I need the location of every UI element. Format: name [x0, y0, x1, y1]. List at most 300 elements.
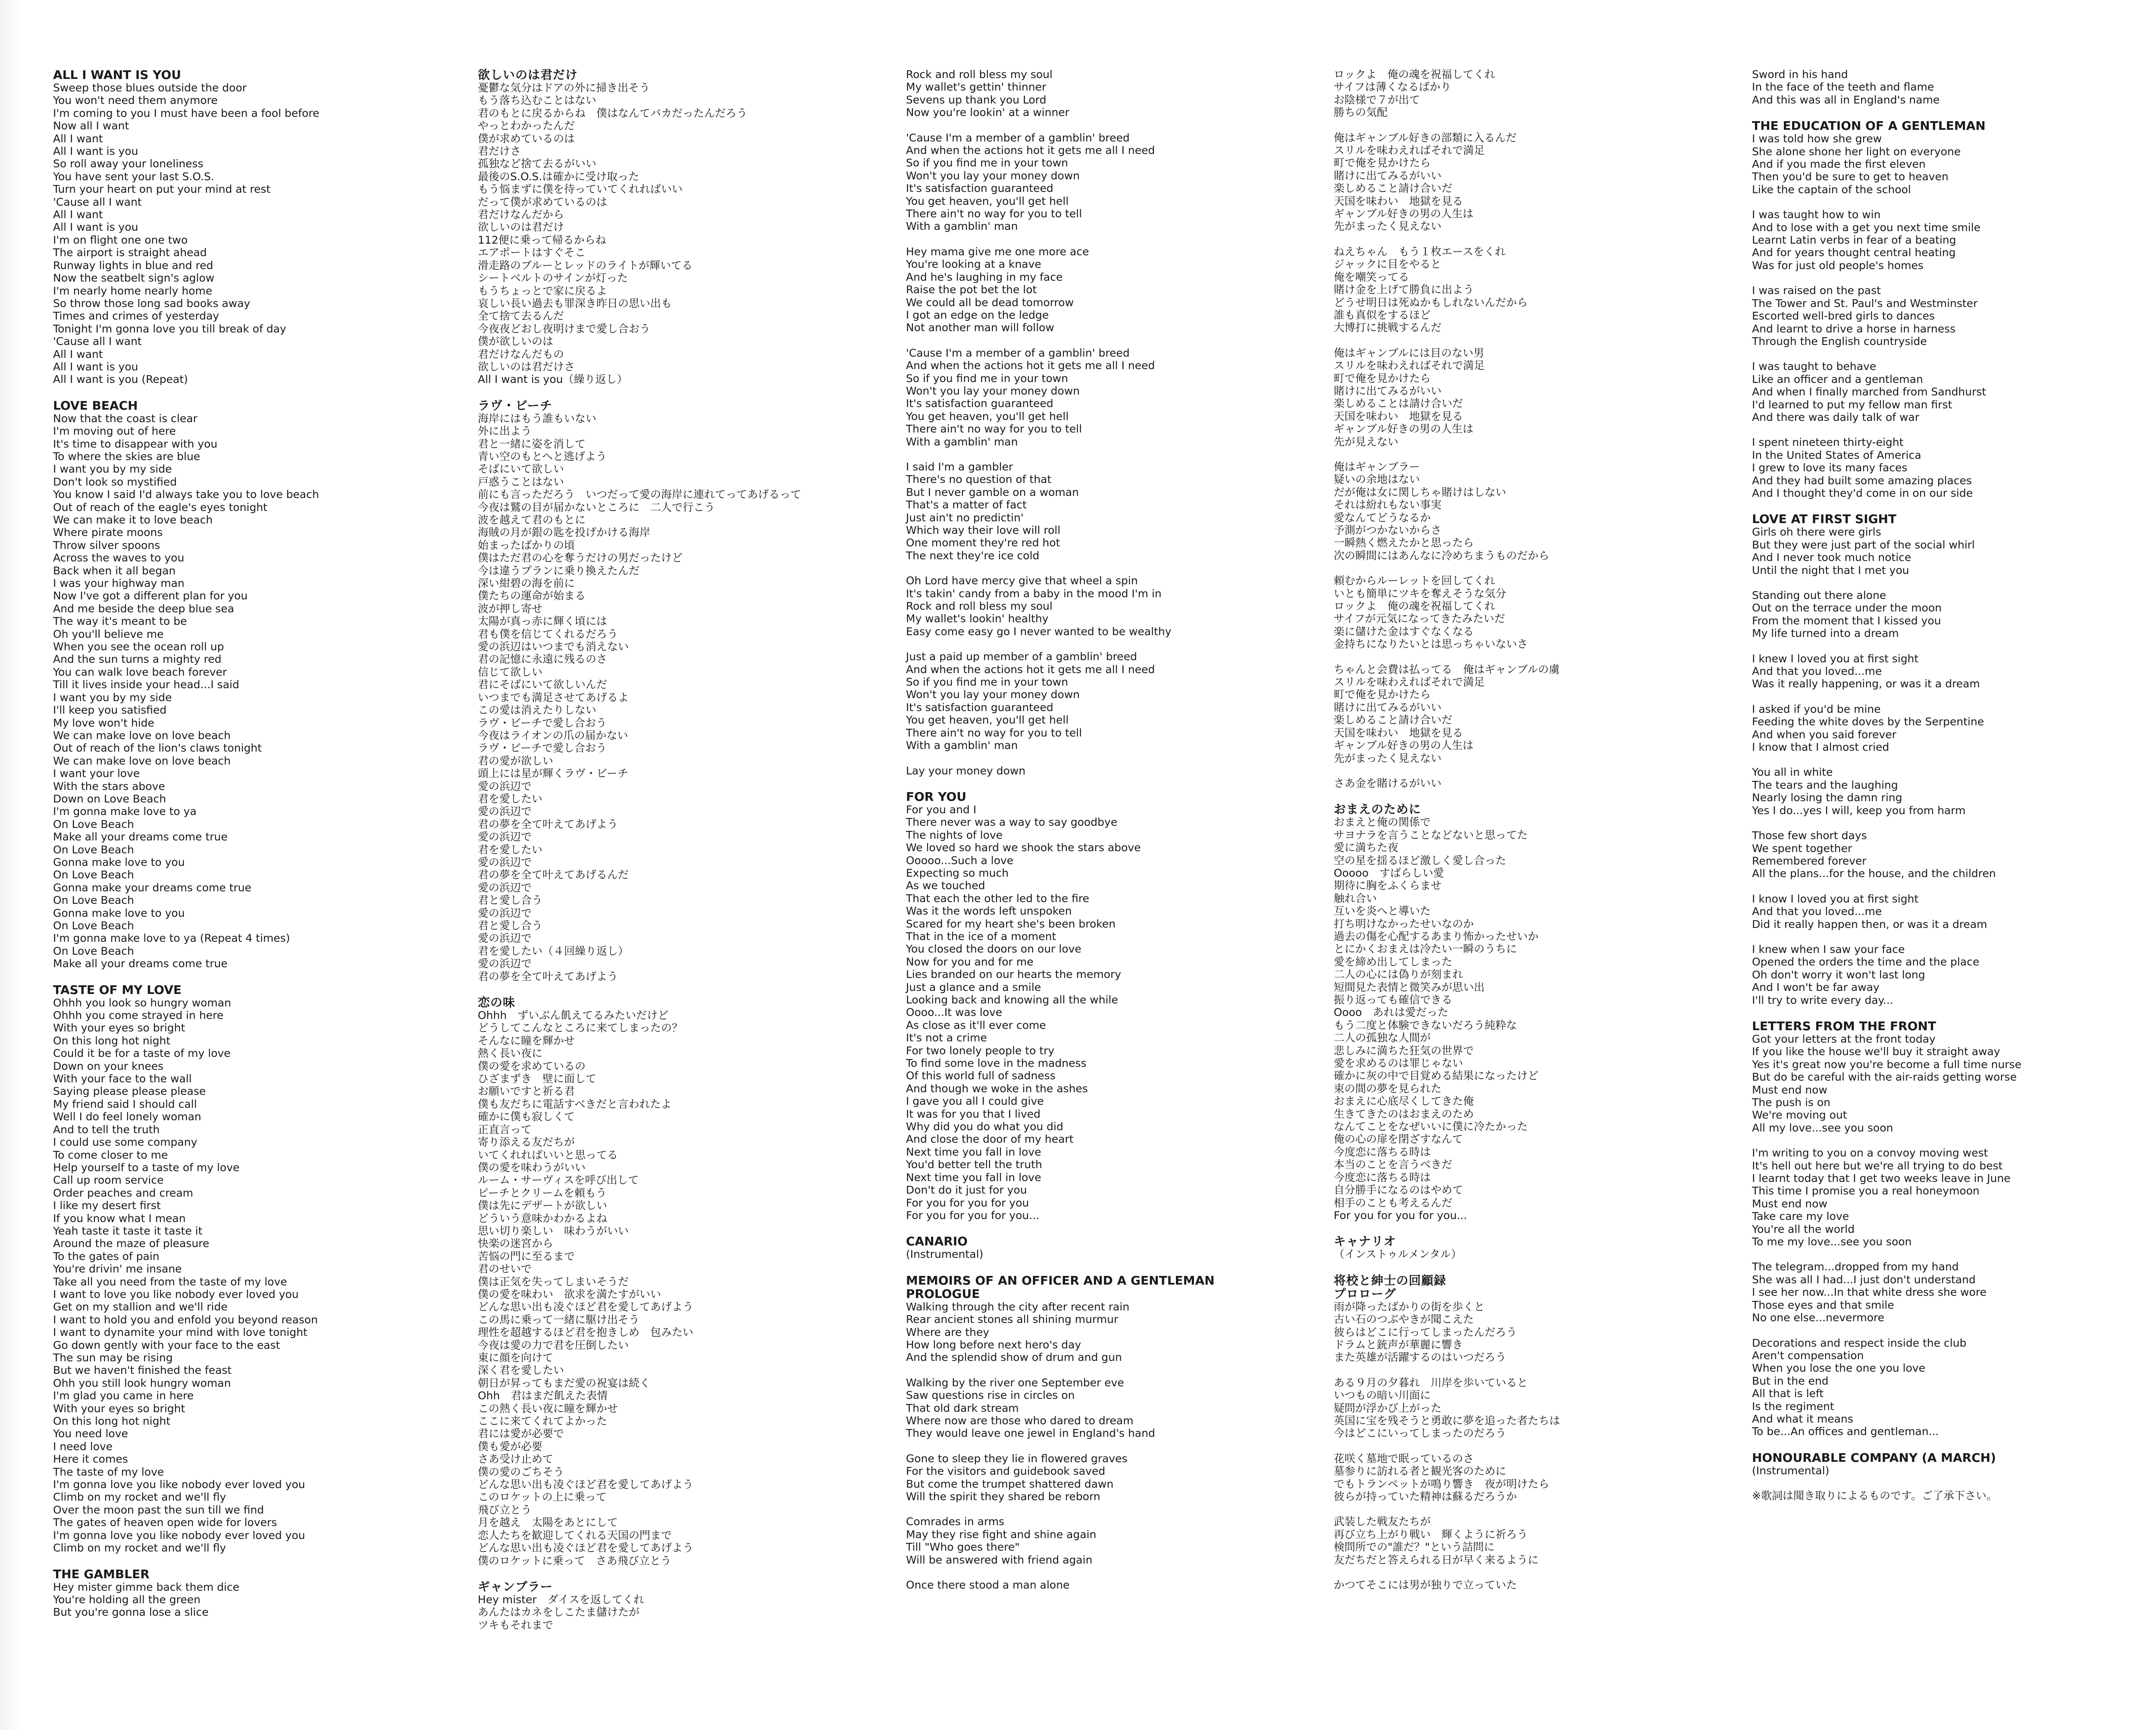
lyric-line: I could use some company	[53, 1136, 197, 1149]
lyric-line: I asked if you'd be mine	[1752, 702, 1881, 715]
lyric-line: Sevens up thank you Lord	[906, 93, 1047, 106]
lyric-line: I want to hold you and enfold you beyond reason	[53, 1313, 318, 1326]
lyric-line: On this long hot night	[53, 1415, 171, 1428]
lyric-line: I know that I almost cried	[1752, 741, 1890, 754]
lyric-line: Just ain't no predictin'	[906, 511, 1024, 524]
lyric-line: ピーチとクリームを頼もう	[478, 1186, 607, 1199]
song-title: LOVE BEACH	[53, 398, 138, 413]
lyric-line: And when the actions hot it gets me all I need	[906, 359, 1155, 372]
lyric-line: Was it really happening, or was it a dream	[1752, 677, 1980, 690]
lyric-line: 君の夢を全て叶えてあげるんだ	[478, 868, 629, 881]
lyric-line: And learnt to drive a horse in harness	[1752, 322, 1956, 335]
lyric-line: Where now are those who dared to dream	[906, 1414, 1134, 1427]
lyric-line: 古い石のつぶやきが聞こえた	[1334, 1313, 1474, 1326]
lyric-line: Remembered forever	[1752, 854, 1867, 867]
song-title: キャナリオ	[1334, 1234, 1396, 1249]
lyric-line: 町で俺を見かけたら	[1334, 157, 1431, 169]
lyric-line: 空の星を揺るほど激しく愛し合った	[1334, 854, 1507, 867]
lyric-line: 深い紺碧の海を前に	[478, 577, 575, 590]
lyric-line: サイフが元気になってきたみたいだ	[1334, 612, 1505, 625]
lyric-line: In the United States of America	[1752, 448, 1921, 461]
lyric-line: 短間見た表情と微笑みが思い出	[1334, 981, 1485, 993]
lyric-line: Yes I do...yes I will, keep you from harm	[1752, 804, 1966, 817]
lyric-line: 海岸にはもう誰もいない	[478, 412, 597, 425]
lyric-line: 太陽が真っ赤に輝く頃には	[478, 615, 608, 628]
lyric-line: 愛の浜辺はいつまでも消えない	[478, 640, 629, 653]
lyric-line: Was for just old people's homes	[1752, 259, 1924, 272]
lyric-line: 今夜夜どおし夜明けまで愛し合おう	[478, 322, 651, 335]
lyric-line: どうせ明日は死ぬかもしれないんだから	[1334, 296, 1528, 309]
lyric-line: どういう意味かわかるよね	[478, 1212, 608, 1225]
lyric-line: また英雄が活躍するのはいつだろう	[1334, 1351, 1507, 1364]
stanza-gap	[1752, 931, 2140, 943]
lyric-line: 二人の孤独な人間が	[1334, 1031, 1431, 1044]
lyric-line: On Love Beach	[53, 944, 134, 957]
lyric-line: You all in white	[1752, 766, 1833, 779]
lyric-line: Get on my stallion and we'll ride	[53, 1301, 228, 1313]
lyric-line: スリルを味わえればそれで満足	[1334, 676, 1485, 689]
song-title: 欲しいのは君だけ	[478, 68, 578, 82]
lyric-line: Down on your knees	[53, 1059, 164, 1072]
lyric-line: Those few short days	[1752, 829, 1867, 842]
lyric-line: 思い切り楽しい 味わうがいい	[478, 1224, 629, 1237]
lyric-line: You have sent your last S.O.S.	[53, 170, 214, 183]
lyric-line: Ooooo すばらしい愛	[1334, 866, 1444, 879]
lyric-line: That old dark stream	[906, 1401, 1019, 1414]
lyric-line: Like the captain of the school	[1752, 183, 1911, 196]
lyric-line: 花咲く墓地で眠っているのさ	[1334, 1452, 1474, 1465]
lyric-line: Gonna make love to you	[53, 906, 185, 919]
lyric-line: 愛の浜辺で	[478, 881, 532, 894]
lyric-line: Oh don't worry it won't last long	[1752, 968, 1925, 981]
lyric-line: It's satisfaction guaranteed	[906, 182, 1053, 195]
lyric-line: When you lose the one you love	[1752, 1362, 1925, 1375]
song-title: おまえのために	[1334, 802, 1422, 817]
lyric-line: どんな思い出も凌ぐほど君を愛してあげよう	[478, 1301, 694, 1313]
lyric-line: Oh you'll believe me	[53, 627, 164, 640]
lyric-line: ここに来てくれてよかった	[478, 1415, 608, 1428]
lyric-line: (Instrumental)	[906, 1248, 984, 1261]
lyric-line: And he's laughing in my face	[906, 270, 1063, 283]
lyric-line: 今夜は鷲の目が届かないところに 二人で行こう	[478, 501, 715, 514]
lyric-line: But you're gonna lose a slice	[53, 1606, 209, 1619]
lyric-line: I'm moving out of here	[53, 425, 176, 438]
lyric-line: We could all be dead tomorrow	[906, 296, 1074, 309]
lyric-line: 全て捨て去るんだ	[478, 310, 564, 323]
lyric-line: Call up room service	[53, 1174, 164, 1187]
lyric-line: いつまでも満足させてあげるよ	[478, 691, 629, 704]
lyric-line: I was taught to behave	[1752, 360, 1877, 373]
lyric-line: And for years thought central heating	[1752, 246, 1956, 259]
lyric-line: ラヴ・ビーチで愛し合おう	[478, 716, 607, 729]
lyric-line: 天国を味わい 地獄を見る	[1334, 410, 1463, 423]
column-3	[906, 68, 1294, 1591]
lyric-line: Don't look so mystified	[53, 475, 177, 488]
lyric-line: I spent nineteen thirty-eight	[1752, 436, 1904, 449]
lyric-line: Girls oh there were girls	[1752, 526, 1881, 539]
lyric-line: You know I said I'd always take you to love beach	[53, 488, 319, 501]
lyric-line: To the gates of pain	[53, 1250, 160, 1263]
lyric-line: I grew to love its many faces	[1752, 461, 1908, 474]
lyric-line: 俺はギャンブルには目のない男	[1334, 346, 1485, 359]
lyric-line: 大博打に挑戦するんだ	[1334, 321, 1442, 334]
lyric-line: Ohhh ずいぶん飢えてるみたいだけど	[478, 1009, 669, 1022]
lyric-line: Times and crimes of yesterday	[53, 310, 219, 323]
lyric-line: 正直言って	[478, 1123, 532, 1136]
lyric-line: 前にも言っただろう いつだって愛の海岸に連れてってあげるって	[478, 488, 802, 501]
lyric-line: For you for you for you...	[906, 1209, 1040, 1222]
lyric-line: 先がまったく見えない	[1334, 220, 1442, 233]
lyric-line: 今度恋に落ちる時は	[1334, 1171, 1431, 1184]
lyric-line: It's satisfaction guaranteed	[906, 701, 1053, 714]
lyric-line: 予測がつかないからさ	[1334, 524, 1442, 536]
lyric-line: I need love	[53, 1440, 113, 1453]
lyric-line: 今はどこにいってしまったのだろう	[1334, 1427, 1507, 1440]
lyric-line: On Love Beach	[53, 919, 134, 932]
lyric-line: 君だけさ	[478, 145, 521, 158]
lyric-line: Won't you lay your money down	[906, 384, 1080, 397]
lyric-line: We can make love on love beach	[53, 729, 231, 742]
lyric-line: 朝日が昇ってもまだ愛の祝宴は続く	[478, 1376, 651, 1389]
lyric-line: 君を愛したい	[478, 843, 543, 856]
lyric-line: いつもの暗い川面に	[1334, 1389, 1431, 1402]
lyric-line: And to lose with a get you next time smile	[1752, 221, 1981, 234]
lyric-line: We're moving out	[1752, 1109, 1847, 1122]
lyric-line: 愛の浜辺で	[478, 856, 532, 868]
lyric-line: エアポートはすぐそこ	[478, 246, 586, 259]
lyric-line: And me beside the deep blue sea	[53, 602, 234, 615]
lyric-line: Yeah taste it taste it taste it	[53, 1224, 203, 1237]
lyric-line: For two lonely people to try	[906, 1044, 1055, 1057]
lyric-line: 君と愛し合う	[478, 894, 543, 907]
lyric-line: 先が見えない	[1334, 435, 1399, 448]
lyric-line: Gone to sleep they lie in flowered graves	[906, 1452, 1128, 1465]
lyric-line: お願いですと祈る君	[478, 1085, 575, 1098]
lyric-line: On this long hot night	[53, 1034, 171, 1047]
lyric-line: You get heaven, you'll get hell	[906, 714, 1069, 727]
lyric-line: She was all I had...I just don't understand	[1752, 1273, 1976, 1286]
lyric-line: I'm gonna love you like nobody ever loved you	[53, 1478, 305, 1491]
lyric-line: 君の記憶に永遠に残るのさ	[478, 653, 608, 666]
lyric-line: 君にそばにいて欲しいんだ	[478, 678, 608, 691]
lyric-line: Saw questions rise in circles on	[906, 1389, 1075, 1402]
lyric-line: 触れ合い	[1334, 892, 1377, 905]
lyric-line: All that is left	[1752, 1387, 1824, 1400]
lyric-line: With your eyes so bright	[53, 1402, 185, 1415]
lyric-line: 楽しめること請け合いだ	[1334, 714, 1453, 727]
lyric-line: どんな思い出も凌ぐほど君を愛してあげよう	[478, 1478, 694, 1491]
lyric-line: And when you said forever	[1752, 728, 1896, 741]
lyric-line: I want to dynamite your mind with love tonight	[53, 1326, 307, 1339]
lyric-line: If you like the house we'll buy it straight away	[1752, 1045, 2000, 1058]
lyric-line: But come the trumpet shattered dawn	[906, 1477, 1114, 1490]
lyric-line: And if you made the first eleven	[1752, 158, 1926, 171]
lyric-line: To be...An offices and gentleman...	[1752, 1425, 1939, 1438]
lyric-line: Escorted well-bred girls to dances	[1752, 310, 1935, 323]
lyric-line: Saying please please please	[53, 1085, 206, 1098]
lyric-line: To come closer to me	[53, 1148, 168, 1161]
lyric-line: I like my desert first	[53, 1199, 161, 1212]
lyric-line: Rock and roll bless my soul	[906, 68, 1053, 81]
lyric-line: In the face of the teeth and flame	[1752, 81, 1934, 94]
lyric-line: 生きてきたのはおまえのため	[1334, 1107, 1474, 1120]
lyric-line: 始まったばかりの頃	[478, 539, 575, 552]
lyric-line: Till "Who goes there"	[906, 1541, 1020, 1554]
lyric-line: 熱く長い夜に	[478, 1047, 543, 1060]
lyric-line: （インストゥルメンタル）	[1334, 1248, 1462, 1261]
lyric-line: おまえに心底尽くしてきた俺	[1334, 1095, 1474, 1108]
lyric-line: But we haven't finished the feast	[53, 1364, 232, 1377]
lyric-line: And when the actions hot it gets me all I need	[906, 144, 1155, 157]
lyric-line: You need love	[53, 1427, 128, 1440]
lyric-line: ギャンブル好きの男の人生は	[1334, 423, 1474, 436]
lyric-line: The push is on	[1752, 1096, 1831, 1109]
lyric-line: 恋人たちを歓迎してくれる天国の門まで	[478, 1529, 672, 1542]
lyric-line: Next time you fall in love	[906, 1145, 1041, 1158]
lyric-line: All I want	[53, 348, 103, 360]
lyric-line: For the visitors and guidebook saved	[906, 1465, 1106, 1478]
lyric-line: 今は違うプランに乗り換えたんだ	[478, 564, 640, 577]
lyric-line: If you know what I mean	[53, 1212, 186, 1225]
lyric-line: My life turned into a dream	[1752, 627, 1899, 640]
lyric-line: My wallet's lookin' healthy	[906, 612, 1049, 625]
lyric-line: To where the skies are blue	[53, 450, 201, 463]
lyric-line: 僕たちの運命が始まる	[478, 589, 586, 602]
lyric-line: 僕のロケットに乗って さあ飛び立とう	[478, 1554, 671, 1567]
lyric-line: スリルを味わえればそれで満足	[1334, 359, 1485, 372]
lyric-line: 愛を求めるのは罪じゃない	[1334, 1057, 1463, 1070]
lyric-line: I said I'm a gambler	[906, 460, 1013, 473]
lyric-line: It's not a crime	[906, 1031, 987, 1044]
lyric-line: Through the English countryside	[1752, 335, 1927, 348]
lyric-line: Oooo...It was love	[906, 1006, 1003, 1019]
lyric-line: Climb on my rocket and we'll fly	[53, 1542, 226, 1554]
lyric-line: Hey mister ダイスを返してくれ	[478, 1593, 644, 1606]
lyric-line: 過去の傷を心配するあまり怖かったせいか	[1334, 930, 1539, 943]
lyric-line: さあ受け止めて	[478, 1453, 554, 1466]
lyric-line: I'll keep you satisfied	[53, 704, 167, 717]
lyric-line: 君を愛したい（４回繰り返し）	[478, 944, 629, 957]
lyric-line: このロケットの上に乗って	[478, 1491, 607, 1504]
lyric-line: 哀しい長い過去も罪深き昨日の思い出も	[478, 297, 672, 310]
lyric-line: Make all your dreams come true	[53, 831, 228, 843]
stanza-gap	[1334, 233, 1722, 245]
lyric-line: All I want is you	[53, 221, 138, 234]
lyric-line: Now you're lookin' at a winner	[906, 106, 1069, 119]
lyric-line: All I want	[53, 132, 103, 145]
lyric-line: もう二度と体験できないだろう純粋な	[1334, 1019, 1517, 1031]
lyric-line: 僕はただ君の心を奪うだけの男だったけど	[478, 552, 683, 564]
lyric-line: My love won't hide	[53, 716, 154, 729]
lyric-line: この馬に乗って一緒に駆け出そう	[478, 1313, 640, 1326]
lyric-line: You won't need them anymore	[53, 94, 218, 107]
lyric-line: 'Cause all I want	[53, 195, 142, 208]
lyric-line: Where are they	[906, 1326, 990, 1338]
lyric-line: On Love Beach	[53, 818, 134, 831]
lyric-line: I want to love you like nobody ever loved you	[53, 1288, 299, 1301]
lyric-line: I got an edge on the ledge	[906, 308, 1049, 321]
stanza-gap	[1752, 1477, 2140, 1489]
lyric-line: スリルを味わえればそれで満足	[1334, 144, 1485, 157]
lyric-line: Runway lights in blue and red	[53, 259, 213, 272]
lyric-line: 互いを炎へと導いた	[1334, 905, 1431, 918]
lyric-line: Raise the pot bet the lot	[906, 283, 1037, 296]
stanza-gap	[1334, 1440, 1722, 1452]
lyric-line: いとも簡単にツキを奪えそうな気分	[1334, 587, 1507, 600]
stanza-gap	[1752, 272, 2140, 284]
lyric-line: Now the seatbelt sign's aglow	[53, 272, 215, 285]
lyric-line: The next they're ice cold	[906, 549, 1040, 562]
stanza-gap	[1752, 817, 2140, 829]
lyric-line: It's takin' candy from a baby in the mood I'm in	[906, 587, 1162, 600]
lyric-line: All I want is you（繰り返し）	[478, 373, 628, 386]
stanza-gap	[1752, 577, 2140, 589]
stanza-gap	[1334, 1503, 1722, 1515]
song-title: ALL I WANT IS YOU	[53, 68, 181, 82]
stanza-gap	[906, 1364, 1294, 1376]
lyric-line: Which way their love will roll	[906, 524, 1061, 536]
lyric-line: Until the night that I met you	[1752, 564, 1909, 577]
lyric-line: 天国を味わい 地獄を見る	[1334, 726, 1463, 739]
lyric-line: And they had built some amazing places	[1752, 474, 1972, 487]
lyric-line: And to tell the truth	[53, 1123, 160, 1136]
stanza-gap	[1752, 753, 2140, 766]
lyric-line: 僕は先にデザートが欲しい	[478, 1199, 608, 1212]
lyric-line: Walking through the city after recent rain	[906, 1300, 1130, 1313]
song-title: HONOURABLE COMPANY (A MARCH)	[1752, 1450, 1996, 1465]
lyric-line: だが俺は女に関しちゃ賭けはしない	[1334, 486, 1507, 498]
stanza-gap	[1752, 196, 2140, 208]
lyric-line: Then you'd be sure to get to heaven	[1752, 170, 1949, 183]
stanza-gap	[906, 1566, 1294, 1579]
lyric-line: But in the end	[1752, 1374, 1829, 1387]
lyric-line: I'll try to write every day...	[1752, 993, 1893, 1006]
lyric-line: And what it means	[1752, 1412, 1853, 1425]
lyric-line: Standing out there alone	[1752, 589, 1887, 602]
lyric-line: Not another man will follow	[906, 321, 1054, 334]
lyric-line: Just a paid up member of a gamblin' breed	[906, 650, 1137, 663]
lyric-line: 俺の心の扉を閉ざすなんて	[1334, 1133, 1463, 1146]
lyric-line: That in the ice of a moment	[906, 930, 1056, 943]
lyric-line: 僕が求めているのは	[478, 132, 575, 145]
lyric-line: それは紛れもない事実	[1334, 498, 1442, 511]
lyric-line: 僕も友だちに電話すべきだと言われたよ	[478, 1097, 672, 1110]
lyric-line: おまえと俺の関係で	[1334, 816, 1431, 829]
song-title: FOR YOU	[906, 789, 967, 804]
lyric-line: Now that the coast is clear	[53, 412, 197, 425]
song-title: THE EDUCATION OF A GENTLEMAN	[1752, 119, 1986, 133]
lyric-line: 悲しみに満ちた狂気の世界で	[1334, 1044, 1474, 1057]
stanza-gap	[906, 448, 1294, 461]
lyric-line: Did it really happen then, or was it a dream	[1752, 918, 1987, 931]
lyric-line: この熱く長い夜に瞳を輝かせ	[478, 1402, 618, 1415]
lyric-line: The airport is straight ahead	[53, 246, 207, 259]
lyric-line: With a gamblin' man	[906, 435, 1018, 448]
lyric-line: 月を越え 太陽をあとにして	[478, 1516, 618, 1529]
lyric-line: 僕の愛を味わい 欲求を満たすがいい	[478, 1288, 661, 1301]
song-title: PROLOGUE	[906, 1286, 980, 1301]
lyric-line: You closed the doors on our love	[906, 943, 1081, 956]
lyric-line: 天国を味わい 地獄を見る	[1334, 194, 1463, 207]
stanza-gap	[1752, 1324, 2140, 1337]
lyric-line: ツキもそれまで	[478, 1618, 554, 1631]
lyric-line: 愛の浜辺で	[478, 831, 532, 843]
lyric-line: 二人の心には偽りが刻まれ	[1334, 968, 1463, 981]
lyric-line: And though we woke in the ashes	[906, 1082, 1088, 1095]
lyric-line: Rock and roll bless my soul	[906, 600, 1053, 613]
lyric-line: Ohh 君はまだ飢えた表情	[478, 1389, 608, 1402]
lyric-line: Out of reach of the eagle's eyes tonight	[53, 501, 267, 514]
lyric-line: 愛を締め出してしまった	[1334, 955, 1453, 968]
lyric-line: We can make love on love beach	[53, 754, 231, 767]
lyric-line: Aren't compensation	[1752, 1349, 1864, 1362]
lyric-line: When you see the ocean roll up	[53, 640, 224, 653]
lyric-line: とにかくおまえは冷たい一瞬のうちに	[1334, 943, 1517, 956]
lyric-line: 'Cause I'm a member of a gamblin' breed	[906, 131, 1130, 144]
lyric-line: ちゃんと会費は払ってる 俺はギャンブルの虜	[1334, 663, 1560, 676]
lyric-line: Expecting so much	[906, 866, 1009, 879]
lyric-line: 今夜は愛の力で君を圧倒したい	[478, 1338, 629, 1351]
lyric-line: 僕も愛が必要	[478, 1440, 543, 1453]
lyric-line: 雨が降ったばかりの街を歩くと	[1334, 1300, 1485, 1313]
lyric-line: 海賊の月が銀の匙を投げかける海岸	[478, 526, 651, 539]
lyric-line: Those eyes and that smile	[1752, 1298, 1894, 1311]
lyric-line: もう落ち込むことはない	[478, 94, 597, 107]
lyric-line: Walking by the river one September eve	[906, 1376, 1124, 1389]
lyric-line: Decorations and respect inside the club	[1752, 1336, 1967, 1349]
lyric-line: 賭けに出てみるがいい	[1334, 701, 1442, 714]
lyric-line: お陰様で７が出て	[1334, 93, 1420, 106]
lyric-line: But they were just part of the social whirl	[1752, 538, 1975, 551]
lyric-line: そんなに瞳を輝かせ	[478, 1034, 575, 1047]
stanza-gap	[906, 1440, 1294, 1452]
lyric-line: ドラムと銃声が華麗に響き	[1334, 1338, 1463, 1351]
lyric-line: With a gamblin' man	[906, 220, 1018, 233]
lyric-line: And I won't be far away	[1752, 981, 1880, 994]
lyric-line: On Love Beach	[53, 868, 134, 881]
lyric-line: もうちょっとで家に戻るよ	[478, 284, 608, 297]
lyric-line: Sweep those blues outside the door	[53, 81, 247, 94]
lyric-line: On Love Beach	[53, 843, 134, 856]
lyric-line: And there was daily talk of war	[1752, 411, 1919, 423]
lyric-line: Help yourself to a taste of my love	[53, 1161, 240, 1174]
song-title: 恋の味	[478, 995, 516, 1010]
song-title: ギャンブラー	[478, 1579, 553, 1594]
lyric-line: 快楽の迷宮から	[478, 1237, 554, 1250]
lyric-line: Could it be for a taste of my love	[53, 1047, 231, 1060]
lyric-line: 飛び立とう	[478, 1503, 532, 1516]
lyric-line: But I never gamble on a woman	[906, 486, 1079, 498]
lyric-line: No one else...nevermore	[1752, 1311, 1884, 1324]
lyric-line: Around the maze of pleasure	[53, 1237, 210, 1250]
lyric-line: 賭けに出てみるがいい	[1334, 169, 1442, 182]
lyric-line: 振り返っても確信できる	[1334, 993, 1453, 1006]
song-title: 将校と紳士の回顧録	[1334, 1273, 1447, 1288]
lyric-line: 俺はギャンブル好きの部類に入るんだ	[1334, 131, 1517, 144]
lyric-line: ギャンブル好きの男の人生は	[1334, 739, 1474, 752]
lyric-line: Easy come easy go I never wanted to be wealthy	[906, 625, 1172, 638]
lyric-line: そばにいて欲しい	[478, 463, 564, 476]
lyric-line: Now for you and for me	[906, 955, 1034, 968]
lyric-line: Well I do feel lonely woman	[53, 1110, 201, 1123]
lyric-line: 東に顔を向けて	[478, 1351, 554, 1364]
lyric-line: Now I've got a different plan for you	[53, 589, 248, 602]
lyric-line: 賭けに出てみるがいい	[1334, 384, 1442, 397]
lyric-line: 今夜はライオンの爪の届かない	[478, 729, 628, 742]
lyric-line: なんてことをなぜいいに僕に冷たかった	[1334, 1120, 1528, 1133]
lyric-line: With your face to the wall	[53, 1072, 192, 1085]
stanza-gap	[906, 334, 1294, 347]
